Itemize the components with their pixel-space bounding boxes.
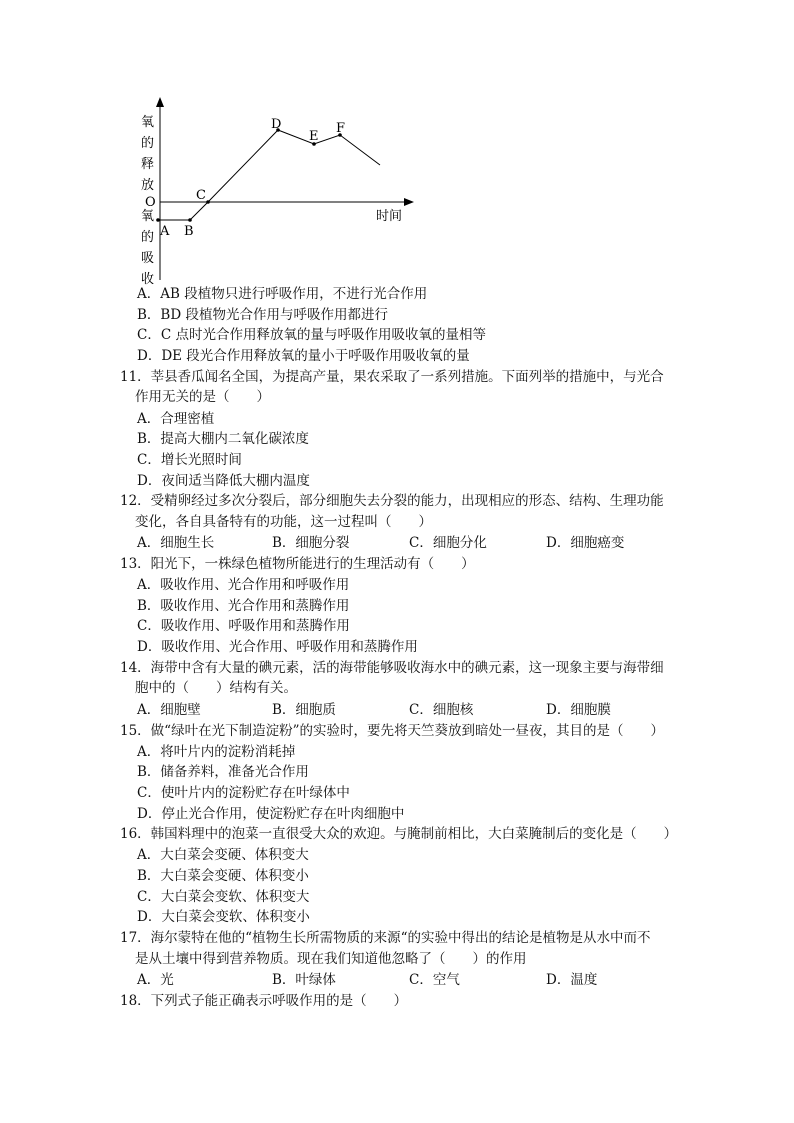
q17-option-c[interactable]: C．空气	[409, 972, 460, 988]
q13-option-a[interactable]: A．吸收作用、光合作用和呼吸作用	[137, 577, 350, 593]
point-c-dot	[206, 200, 210, 204]
q11-option-d[interactable]: D．夜间适当降低大棚内温度	[137, 473, 310, 489]
q12-stem-line1: 12．受精卵经过多次分裂后，部分细胞失去分裂的能力，出现相应的形态、结构、生理功能	[120, 493, 664, 509]
point-a-label: A	[160, 224, 170, 239]
q11-stem-line2: 作用无关的是（ ）	[135, 389, 270, 405]
y-label-top-2: 的	[141, 136, 155, 151]
q17-option-d[interactable]: D．温度	[546, 972, 598, 988]
y-axis-arrow	[156, 97, 164, 107]
q14-option-c[interactable]: C．细胞核	[409, 702, 474, 718]
origin-label: O	[145, 195, 156, 210]
q11-stem-line1: 11．莘县香瓜闻名全国，为提高产量，果农采取了一系列措施。下面列举的措施中，与光合	[120, 369, 664, 385]
q17-stem-line1: 17．海尔蒙特在他的“植物生长所需物质的来源“的实验中得出的结论是植物是从水中而不	[120, 930, 651, 946]
q13-option-b[interactable]: B．吸收作用、光合作用和蒸腾作用	[137, 598, 350, 614]
y-label-top-3: 释	[141, 157, 155, 172]
point-b-label: B	[184, 224, 194, 239]
q14-stem-line1: 14．海带中含有大量的碘元素，活的海带能够吸收海水中的碘元素，这一现象主要与海带细	[120, 660, 664, 676]
y-label-top-1: 氧	[141, 115, 155, 130]
y-label-bottom-3: 吸	[141, 251, 155, 266]
q10-option-d[interactable]: D．DE 段光合作用释放氧的量小于呼吸作用吸收氧的量	[137, 348, 470, 364]
oxygen-curve	[158, 130, 380, 220]
y-label-bottom-2: 的	[141, 230, 155, 245]
y-label-bottom-4: 收	[141, 272, 155, 287]
q17-option-a[interactable]: A．光	[137, 972, 174, 988]
point-b-dot	[188, 218, 192, 222]
q11-option-a[interactable]: A．合理密植	[137, 411, 215, 427]
q14-option-a[interactable]: A．细胞壁	[137, 702, 201, 718]
q13-option-d[interactable]: D．吸收作用、光合作用、呼吸作用和蒸腾作用	[137, 639, 418, 655]
point-a-dot	[156, 218, 160, 222]
x-axis-label: 时间	[376, 209, 403, 224]
q14-stem-line2: 胞中的（ ）结构有关。	[135, 680, 297, 696]
x-axis-arrow	[404, 198, 414, 206]
q12-option-a[interactable]: A．细胞生长	[137, 535, 215, 551]
q11-option-c[interactable]: C．增长光照时间	[137, 452, 242, 468]
q16-option-d[interactable]: D．大白菜会变软、体积变小	[137, 909, 310, 925]
q14-option-d[interactable]: D．细胞膜	[546, 702, 611, 718]
q16-option-b[interactable]: B．大白菜会变硬、体积变小	[137, 868, 309, 884]
point-c-label: C	[196, 188, 206, 203]
q12-option-c[interactable]: C．细胞分化	[409, 535, 487, 551]
q10-option-c[interactable]: C．C 点时光合作用释放氧的量与呼吸作用吸收氧的量相等	[137, 327, 486, 343]
q12-option-d[interactable]: D．细胞癌变	[546, 535, 625, 551]
point-d-label: D	[271, 117, 282, 132]
q15-option-b[interactable]: B．储备养料，准备光合作用	[137, 764, 309, 780]
y-label-top-4: 放	[141, 178, 155, 193]
q12-stem-line2: 变化，各自具备特有的功能，这一过程叫（ ）	[135, 514, 432, 530]
q13-stem-line1: 13．阳光下，一株绿色植物所能进行的生理活动有（ ）	[120, 556, 475, 572]
q13-option-c[interactable]: C．吸收作用、呼吸作用和蒸腾作用	[137, 618, 350, 634]
point-e-label: E	[309, 129, 319, 144]
q10-option-a[interactable]: A．AB 段植物只进行呼吸作用，不进行光合作用	[137, 286, 428, 302]
q10-option-b[interactable]: B．BD 段植物光合作用与呼吸作用都进行	[137, 307, 388, 323]
q17-option-b[interactable]: B．叶绿体	[272, 972, 336, 988]
q16-option-a[interactable]: A．大白菜会变硬、体积变大	[137, 847, 309, 863]
oxygen-time-graph	[130, 92, 430, 287]
q16-option-c[interactable]: C．大白菜会变软、体积变大	[137, 889, 310, 905]
y-label-bottom-1: 氧	[141, 209, 155, 224]
q11-option-b[interactable]: B．提高大棚内二氧化碳浓度	[137, 431, 309, 447]
q18-stem-line1: 18．下列式子能正确表示呼吸作用的是（ ）	[120, 993, 408, 1009]
q15-option-c[interactable]: C．使叶片内的淀粉贮存在叶绿体中	[137, 785, 350, 801]
q17-stem-line2: 是从土壤中得到营养物质。现在我们知道他忽略了（ ）的作用	[135, 951, 527, 967]
point-f-label: F	[336, 121, 346, 136]
q15-option-d[interactable]: D．停止光合作用，使淀粉贮存在叶肉细胞中	[137, 806, 405, 822]
q15-stem-line1: 15．做“绿叶在光下制造淀粉”的实验时，要先将天竺葵放到暗处一昼夜，其目的是（ ）	[120, 723, 664, 739]
q15-option-a[interactable]: A．将叶片内的淀粉消耗掉	[137, 744, 296, 760]
q12-option-b[interactable]: B．细胞分裂	[272, 535, 350, 551]
q16-stem-line1: 16．韩国料理中的泡菜一直很受大众的欢迎。与腌制前相比，大白菜腌制后的变化是（ ）	[120, 826, 678, 842]
q14-option-b[interactable]: B．细胞质	[272, 702, 336, 718]
